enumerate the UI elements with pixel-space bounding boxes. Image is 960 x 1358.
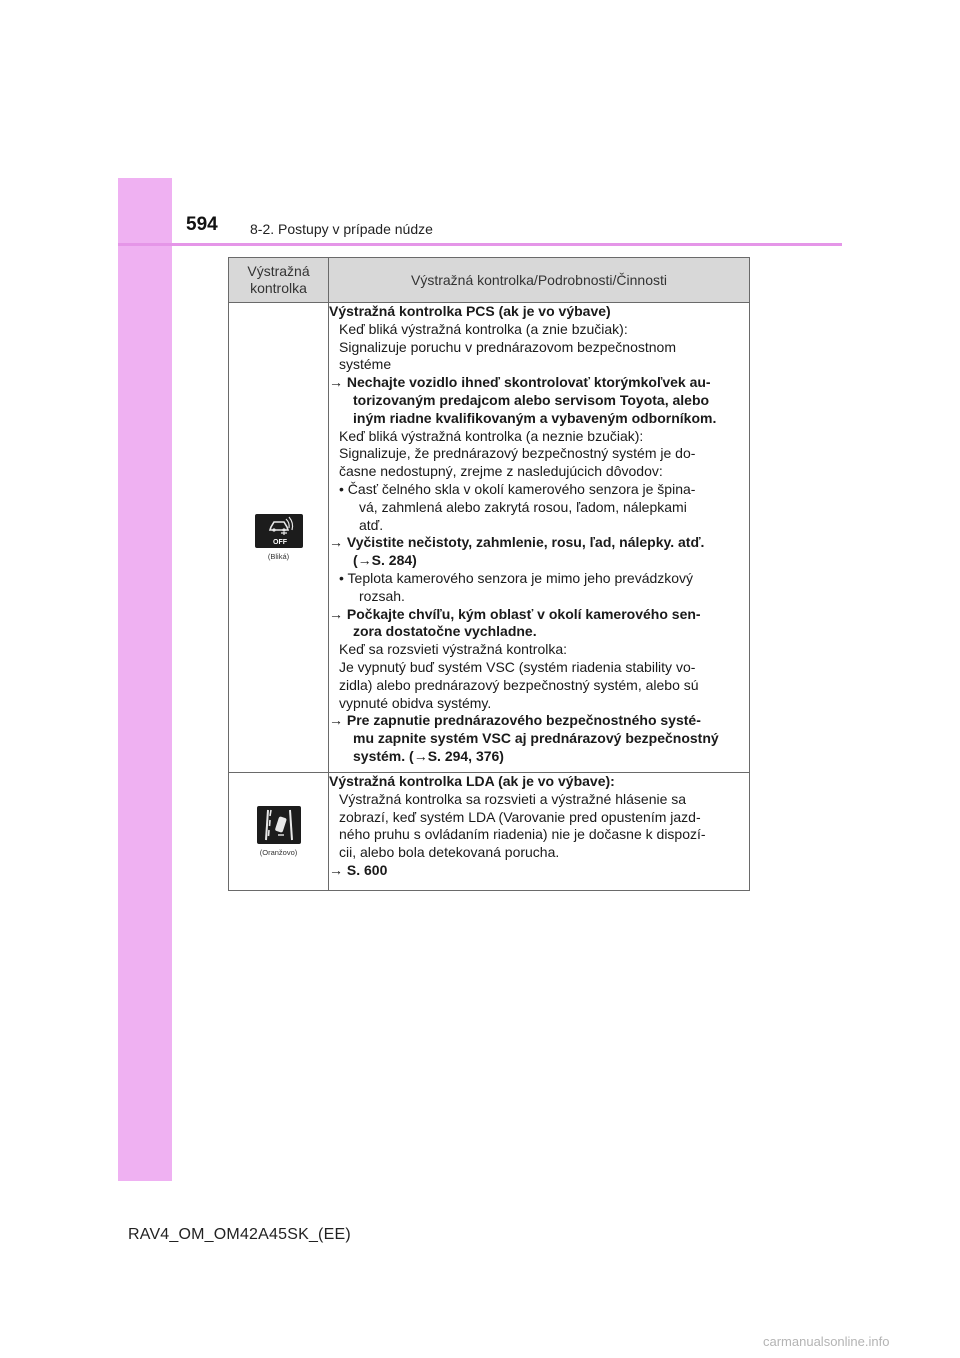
desc-line: Signalizuje poruchu v prednárazovom bezpečnostnom bbox=[339, 338, 676, 355]
manual-code: RAV4_OM_OM42A45SK_(EE) bbox=[128, 1226, 351, 1243]
action-line: zora dostatočne vychladne. bbox=[353, 623, 537, 640]
column-header-warning-light: Výstražná kontrolka bbox=[229, 258, 329, 303]
description-cell bbox=[329, 773, 750, 891]
bullet-line: atď. bbox=[359, 516, 384, 533]
desc-line: systéme bbox=[339, 356, 392, 373]
desc-line: Keď sa rozsvieti výstražná kontrolka: bbox=[339, 641, 568, 658]
desc-line: Signalizuje, že prednárazový bezpečnostný systém je do- bbox=[339, 445, 696, 462]
desc-line: zobrazí, keď systém LDA (Varovanie pred opustením jazd- bbox=[339, 808, 701, 825]
header-divider bbox=[118, 243, 842, 246]
pcs-off-warning-icon bbox=[255, 514, 303, 548]
desc-line: ného pruhu s ovládaním riadenia) nie je dočasne k dispozí- bbox=[339, 826, 706, 843]
page-reference: → S. 600 bbox=[329, 861, 388, 878]
icon-cell bbox=[229, 303, 329, 773]
desc-line: vypnuté obidva systémy. bbox=[339, 694, 492, 711]
page-reference: systém. (→S. 294, 376) bbox=[353, 747, 504, 764]
action-line: → Pre zapnutie prednárazového bezpečnostného systé- bbox=[329, 712, 701, 729]
action-line: mu zapnite systém VSC aj prednárazový bezpečnostný bbox=[353, 730, 719, 747]
desc-line: časne nedostupný, zrejme z nasledujúcich dôvodov: bbox=[339, 463, 663, 480]
action-line: iným riadne kvalifikovaným a vybaveným odborníkom. bbox=[353, 409, 717, 426]
table-row-pcs bbox=[229, 303, 750, 773]
action-line: → Nechajte vozidlo ihneď skontrolovať ktorýmkoľvek au- bbox=[329, 374, 711, 391]
lda-warning-icon bbox=[257, 806, 301, 844]
action-line: torizovaným predajcom alebo servisom Toyota, alebo bbox=[353, 391, 710, 408]
desc-line: zidla) alebo prednárazový bezpečnostný systém, alebo sú bbox=[339, 676, 699, 693]
watermark: carmanualsonline.info bbox=[763, 1334, 890, 1349]
desc-line: Je vypnutý buď systém VSC (systém riadenia stability vo- bbox=[339, 658, 696, 675]
desc-line: Keď bliká výstražná kontrolka (a neznie bzučiak): bbox=[339, 427, 644, 444]
warning-light-table bbox=[228, 257, 750, 891]
icon-caption: (Bliká) bbox=[267, 552, 290, 561]
chapter-side-band bbox=[118, 178, 172, 1181]
desc-line: Keď bliká výstražná kontrolka (a znie bzučiak): bbox=[339, 320, 628, 337]
page-number: 594 bbox=[186, 214, 218, 235]
bullet-line: • Časť čelného skla v okolí kamerového senzora je špina- bbox=[339, 480, 696, 497]
pcs-icon-off-text: OFF bbox=[272, 539, 287, 546]
action-line: → Počkajte chvíľu, kým oblasť v okolí kamerového sen- bbox=[329, 605, 701, 622]
warning-title: Výstražná kontrolka PCS (ak je vo výbave) bbox=[329, 303, 611, 319]
table-header-row bbox=[229, 258, 750, 303]
bullet-line: • Teplota kamerového senzora je mimo jeho prevádzkový bbox=[339, 569, 694, 586]
page-reference: (→S. 284) bbox=[353, 552, 417, 569]
desc-line: Výstražná kontrolka sa rozsvieti a výstražné hlásenie sa bbox=[339, 790, 687, 807]
chapter-title: 8-2. Postupy v prípade núdze bbox=[250, 221, 433, 237]
bullet-line: rozsah. bbox=[359, 587, 405, 604]
icon-cell bbox=[229, 773, 329, 891]
action-line: → Vyčistite nečistoty, zahmlenie, rosu, ľad, nálepky. atď. bbox=[329, 534, 705, 551]
desc-line: cii, alebo bola detekovaná porucha. bbox=[339, 844, 560, 861]
description-cell bbox=[329, 303, 750, 773]
column-header-details: Výstražná kontrolka/Podrobnosti/Činnosti bbox=[329, 258, 750, 303]
table-row-lda bbox=[229, 773, 750, 891]
icon-caption: (Oranžovo) bbox=[259, 848, 298, 857]
warning-title: Výstražná kontrolka LDA (ak je vo výbave): bbox=[329, 773, 615, 789]
bullet-line: vá, zahmlená alebo zakrytá rosou, ľadom, nálepkami bbox=[359, 498, 687, 515]
